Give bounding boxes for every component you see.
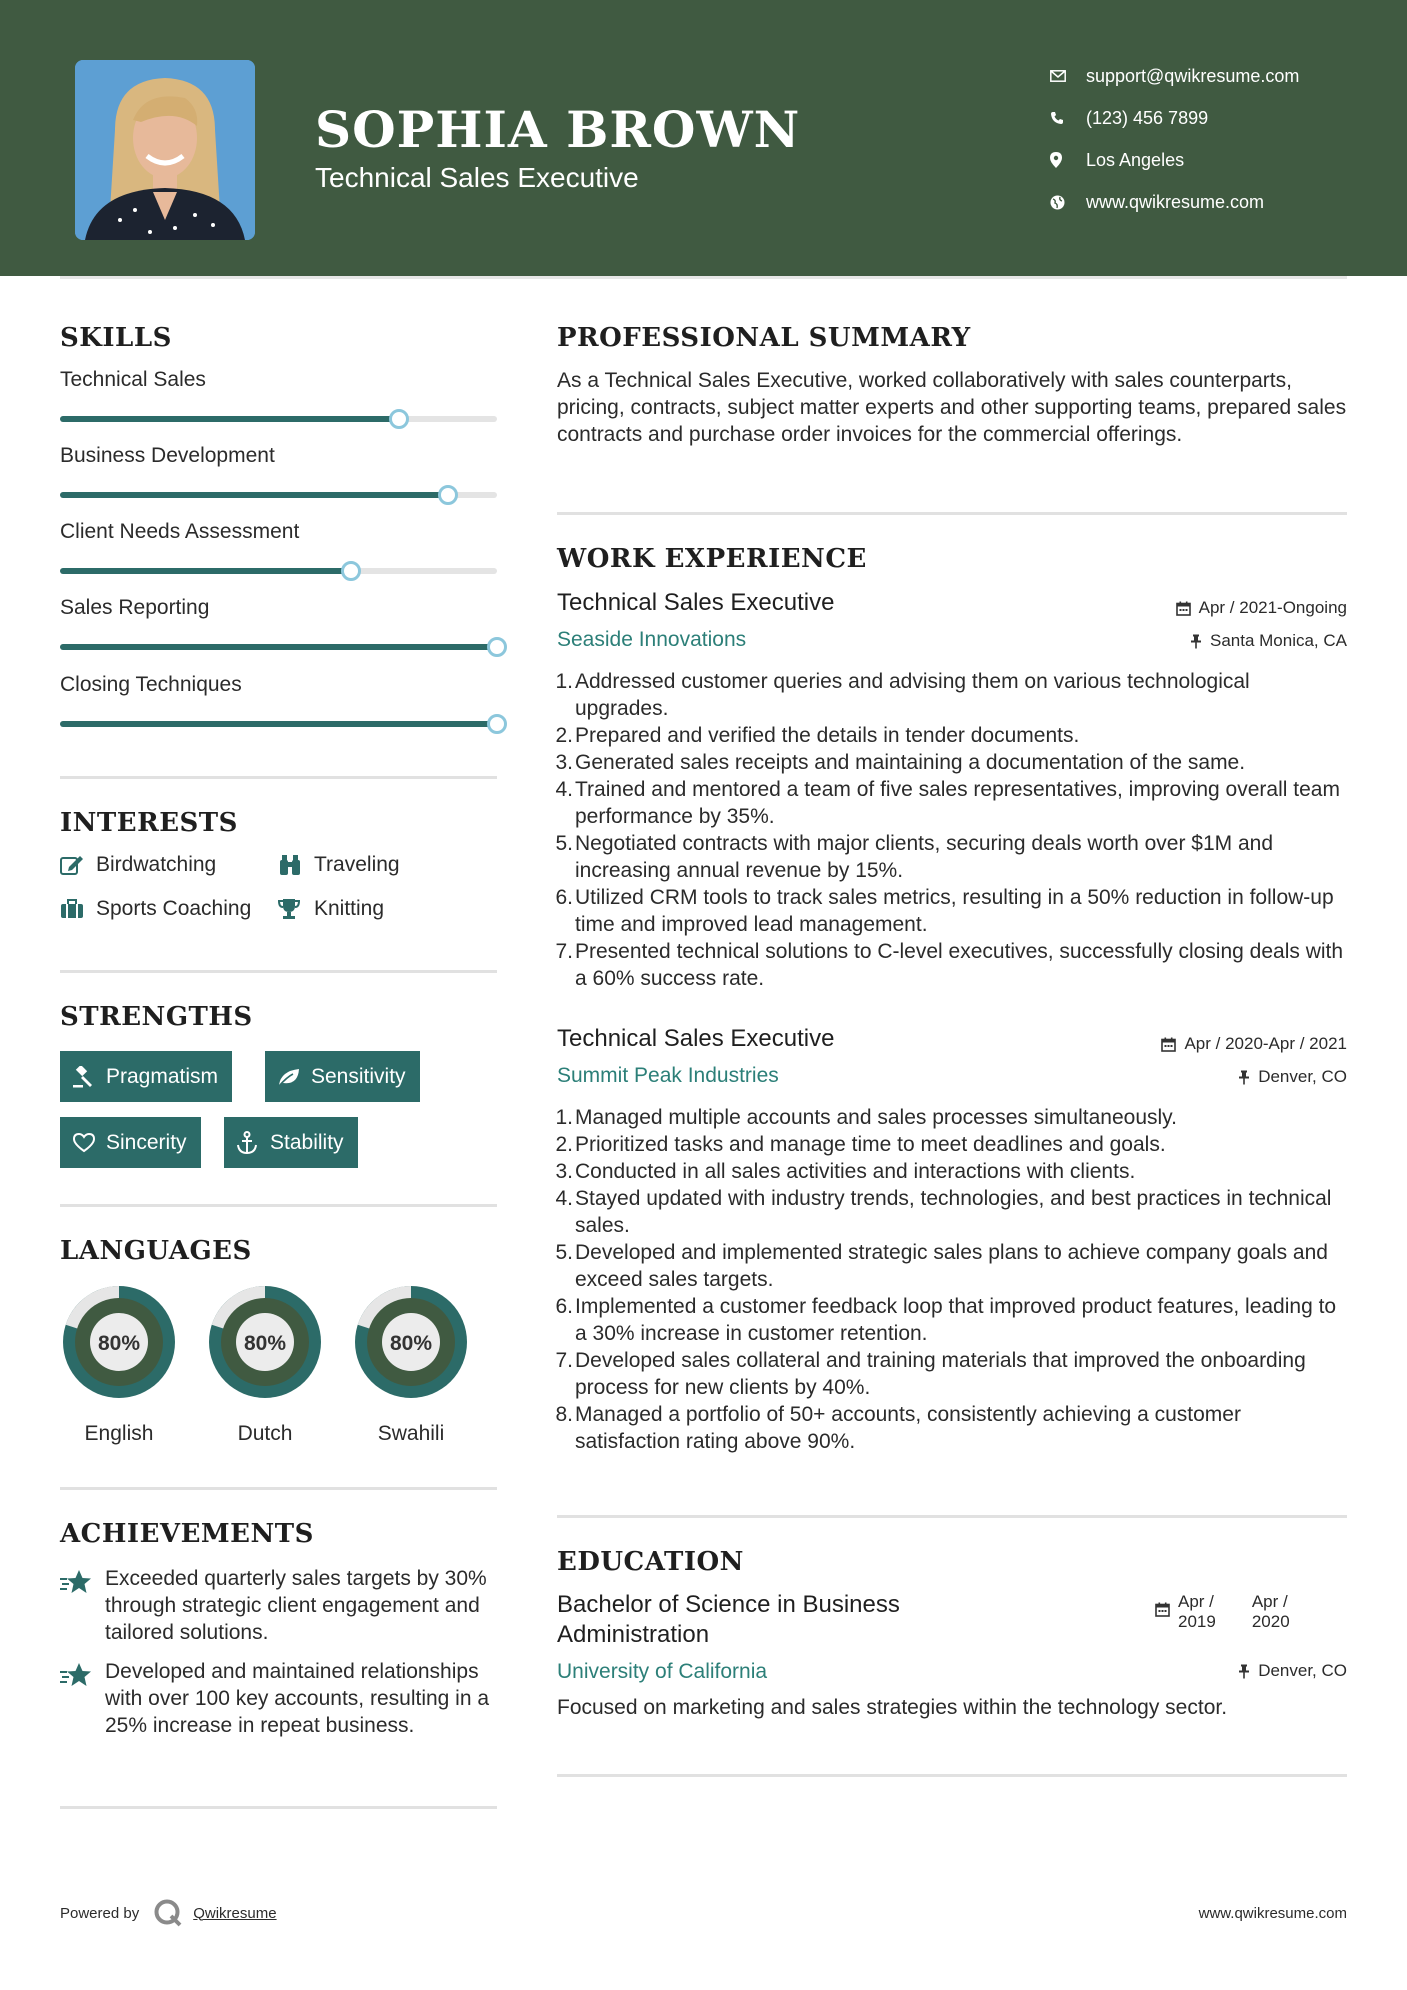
interest-label: Traveling <box>314 853 400 876</box>
job-company: Summit Peak Industries <box>557 1064 779 1087</box>
skill-bar-fill <box>60 721 497 727</box>
footer-website[interactable]: www.qwikresume.com <box>1198 1905 1347 1922</box>
contact-list <box>1050 55 1380 223</box>
skill-bar-fill <box>60 416 399 422</box>
edit-icon <box>60 854 96 876</box>
globe-icon <box>1050 192 1086 212</box>
job-bullet: 2. Prioritized tasks and manage time to meet deadlines and goals. <box>555 1133 1166 1156</box>
skill-item <box>60 368 497 392</box>
contact-phone-text: (123) 456 7899 <box>1086 107 1209 128</box>
summary-heading: PROFESSIONAL SUMMARY <box>557 323 971 353</box>
language-item <box>57 1280 181 1446</box>
qwikresume-logo-icon <box>153 1898 183 1928</box>
education-start <box>1178 1592 1216 1632</box>
job-bullets <box>557 1104 1347 1455</box>
education-school: University of California <box>557 1660 768 1683</box>
phone-icon <box>1050 108 1086 128</box>
gavel-icon <box>72 1066 106 1088</box>
section-divider <box>60 970 497 973</box>
job-location-text: Santa Monica, CA <box>1209 631 1347 650</box>
education-description: Focused on marketing and sales strategies within the technology sector. <box>557 1696 1228 1719</box>
language-donut <box>203 1280 327 1404</box>
job-bullet: 4. Trained and mentored a team of five sales representatives, improving overall team performance by 35%. <box>555 778 1340 828</box>
language-donut <box>349 1280 473 1404</box>
strength-badge <box>60 1051 232 1102</box>
skill-label: Sales Reporting <box>60 596 210 619</box>
education-heading: EDUCATION <box>557 1547 744 1577</box>
skill-item <box>60 444 497 468</box>
heart-icon <box>72 1133 106 1153</box>
calendar-icon <box>1155 1592 1170 1632</box>
skill-bar-knob <box>487 637 507 657</box>
strengths-heading: STRENGTHS <box>60 1002 253 1032</box>
job-bullet: 6. Utilized CRM tools to track sales metrics, resulting in a 50% reduction in follow-up time and improved lead management. <box>555 886 1334 936</box>
strength-label: Stability <box>270 1130 344 1154</box>
skill-bar-fill <box>60 568 351 574</box>
binoculars-icon <box>278 854 314 876</box>
calendar-icon <box>1161 1037 1176 1052</box>
anchor-icon <box>236 1131 270 1155</box>
strength-label: Sensitivity <box>311 1064 406 1088</box>
star-icon <box>60 1565 105 1646</box>
education-location <box>1238 1661 1347 1681</box>
qwikresume-link[interactable]: Qwikresume <box>193 1904 277 1922</box>
strength-badge <box>60 1117 201 1168</box>
education-start-month: Apr / <box>1178 1592 1214 1611</box>
footer-powered-by <box>60 1898 277 1928</box>
candidate-name: SOPHIA BROWN <box>315 100 801 159</box>
summary-text: As a Technical Sales Executive, worked collaboratively with sales counterparts, pricing, contracts, subject matter experts and other supporting teams, prepared sales contracts and purchase order invoices for the commercial offerings. <box>557 369 1347 446</box>
skill-label: Business Development <box>60 444 275 467</box>
skill-bar <box>60 568 497 574</box>
job-bullet: 5. Negotiated contracts with major clients, securing deals worth over $1M and increasing annual revenue by 15%. <box>555 832 1274 882</box>
skill-item <box>60 520 497 544</box>
education-degree: Bachelor of Science in Business Administration <box>557 1591 900 1648</box>
interest-label: Birdwatching <box>96 853 217 876</box>
job-location <box>1238 1067 1347 1087</box>
strength-badge <box>265 1051 420 1102</box>
section-divider <box>60 1806 497 1809</box>
strength-badge <box>224 1117 358 1168</box>
language-percent: 80% <box>389 1332 433 1355</box>
job-bullet: 4. Stayed updated with industry trends, technologies, and best practices in technical sales. <box>555 1187 1332 1237</box>
star-icon <box>60 1658 105 1739</box>
section-divider <box>557 1515 1347 1518</box>
job-bullet: 8. Managed a portfolio of 50+ accounts, consistently achieving a customer satisfaction rating above 90%. <box>555 1403 1241 1453</box>
contact-website-text: www.qwikresume.com <box>1086 191 1265 212</box>
education-end <box>1252 1592 1290 1632</box>
achievement-text: Developed and maintained relationships with over 100 key accounts, resulting in a 25% increase in repeat business. <box>105 1660 490 1737</box>
job-bullet: 6. Implemented a customer feedback loop that improved product features, leading to a 30% increase in customer retention. <box>555 1295 1337 1345</box>
section-divider <box>557 512 1347 515</box>
language-percent: 80% <box>243 1332 287 1355</box>
header-divider <box>60 276 1347 279</box>
contact-email[interactable] <box>1050 55 1380 97</box>
interest-item <box>60 897 251 921</box>
calendar-icon <box>1176 601 1191 616</box>
achievement-text: Exceeded quarterly sales targets by 30% through strategic client engagement and tailored solutions. <box>105 1567 487 1644</box>
interest-label: Sports Coaching <box>96 897 252 920</box>
language-name: Dutch <box>237 1422 293 1445</box>
interests-heading: INTERESTS <box>60 808 238 838</box>
job-bullet: 7. Developed sales collateral and training materials that improved the onboarding process for new clients by 40%. <box>555 1349 1306 1399</box>
job-bullet: 7. Presented technical solutions to C-level executives, successfully closing deals with a 60% success rate. <box>555 940 1344 990</box>
language-donut <box>57 1280 181 1404</box>
job-title: Technical Sales Executive <box>557 589 835 616</box>
skill-bar <box>60 721 497 727</box>
powered-by-text: Powered by <box>60 1904 140 1922</box>
job-bullets <box>557 668 1347 992</box>
contact-phone[interactable] <box>1050 97 1380 139</box>
job-bullet: 1. Addressed customer queries and advising them on various technological upgrades. <box>555 670 1250 720</box>
strength-label: Sincerity <box>106 1130 187 1154</box>
job-title: Technical Sales Executive <box>557 1025 835 1052</box>
envelope-icon <box>1050 66 1086 86</box>
language-name: English <box>84 1422 154 1445</box>
contact-location <box>1050 139 1380 181</box>
education-end-year: 2020 <box>1251 1612 1290 1631</box>
section-divider <box>60 776 497 779</box>
interest-label: Knitting <box>314 897 385 920</box>
job-dates-text: Apr / 2021-Ongoing <box>1198 598 1347 617</box>
education-dates <box>1155 1592 1290 1632</box>
skill-item <box>60 596 497 620</box>
skill-label: Technical Sales <box>60 368 206 391</box>
skill-bar <box>60 644 497 650</box>
contact-location-text: Los Angeles <box>1086 149 1185 170</box>
job-bullet: 3. Generated sales receipts and maintaining a documentation of the same. <box>555 751 1246 774</box>
achievement-item <box>60 1565 497 1646</box>
skills-heading: SKILLS <box>60 323 172 353</box>
achievement-item <box>60 1658 497 1739</box>
skill-bar-fill <box>60 492 448 498</box>
skill-bar-knob <box>487 714 507 734</box>
job-bullet: 1. Managed multiple accounts and sales processes simultaneously. <box>555 1106 1177 1129</box>
language-percent: 80% <box>97 1332 141 1355</box>
job-company: Seaside Innovations <box>557 628 747 651</box>
section-divider <box>557 1774 1347 1777</box>
interest-item <box>278 897 384 921</box>
skill-bar-knob <box>341 561 361 581</box>
achievements-heading: ACHIEVEMENTS <box>60 1519 314 1549</box>
contact-website[interactable] <box>1050 181 1380 223</box>
education-location-text: Denver, CO <box>1258 1661 1347 1680</box>
language-name: Swahili <box>377 1422 445 1445</box>
languages-heading: LANGUAGES <box>60 1236 252 1266</box>
pushpin-icon <box>1238 1664 1250 1679</box>
job-dates <box>1176 598 1347 618</box>
job-bullet: 2. Prepared and verified the details in tender documents. <box>555 724 1080 747</box>
pushpin-icon <box>1190 634 1202 649</box>
language-item <box>349 1280 473 1446</box>
job-dates <box>1161 1034 1347 1054</box>
language-item <box>203 1280 327 1446</box>
skill-label: Client Needs Assessment <box>60 520 300 543</box>
skill-bar-knob <box>389 409 409 429</box>
section-divider <box>60 1487 497 1490</box>
education-end-month: Apr / <box>1251 1592 1288 1611</box>
contact-email-text: support@qwikresume.com <box>1086 65 1300 86</box>
skill-bar-fill <box>60 644 497 650</box>
briefcase-icon <box>60 899 96 919</box>
education-start-year: 2019 <box>1178 1612 1216 1631</box>
skill-item <box>60 673 497 697</box>
job-bullet: 5. Developed and implemented strategic sales plans to achieve company goals and exceed sales targets. <box>555 1241 1328 1291</box>
candidate-title: Technical Sales Executive <box>315 162 639 193</box>
skill-label: Closing Techniques <box>60 673 242 696</box>
job-dates-text: Apr / 2020-Apr / 2021 <box>1184 1034 1347 1053</box>
experience-heading: WORK EXPERIENCE <box>557 544 867 574</box>
trophy-icon <box>278 898 314 920</box>
resume-header <box>0 0 1407 276</box>
job-location <box>1190 631 1347 651</box>
job-bullet: 3. Conducted in all sales activities and interactions with clients. <box>555 1160 1136 1183</box>
profile-photo <box>75 60 255 240</box>
section-divider <box>60 1204 497 1207</box>
interest-item <box>60 853 216 877</box>
pushpin-icon <box>1238 1070 1250 1085</box>
interest-item <box>278 853 400 877</box>
skill-bar <box>60 416 497 422</box>
map-pin-icon <box>1050 150 1086 170</box>
leaf-icon <box>277 1067 311 1087</box>
strength-label: Pragmatism <box>106 1064 219 1088</box>
skill-bar <box>60 492 497 498</box>
skill-bar-knob <box>438 485 458 505</box>
job-location-text: Denver, CO <box>1258 1067 1347 1086</box>
